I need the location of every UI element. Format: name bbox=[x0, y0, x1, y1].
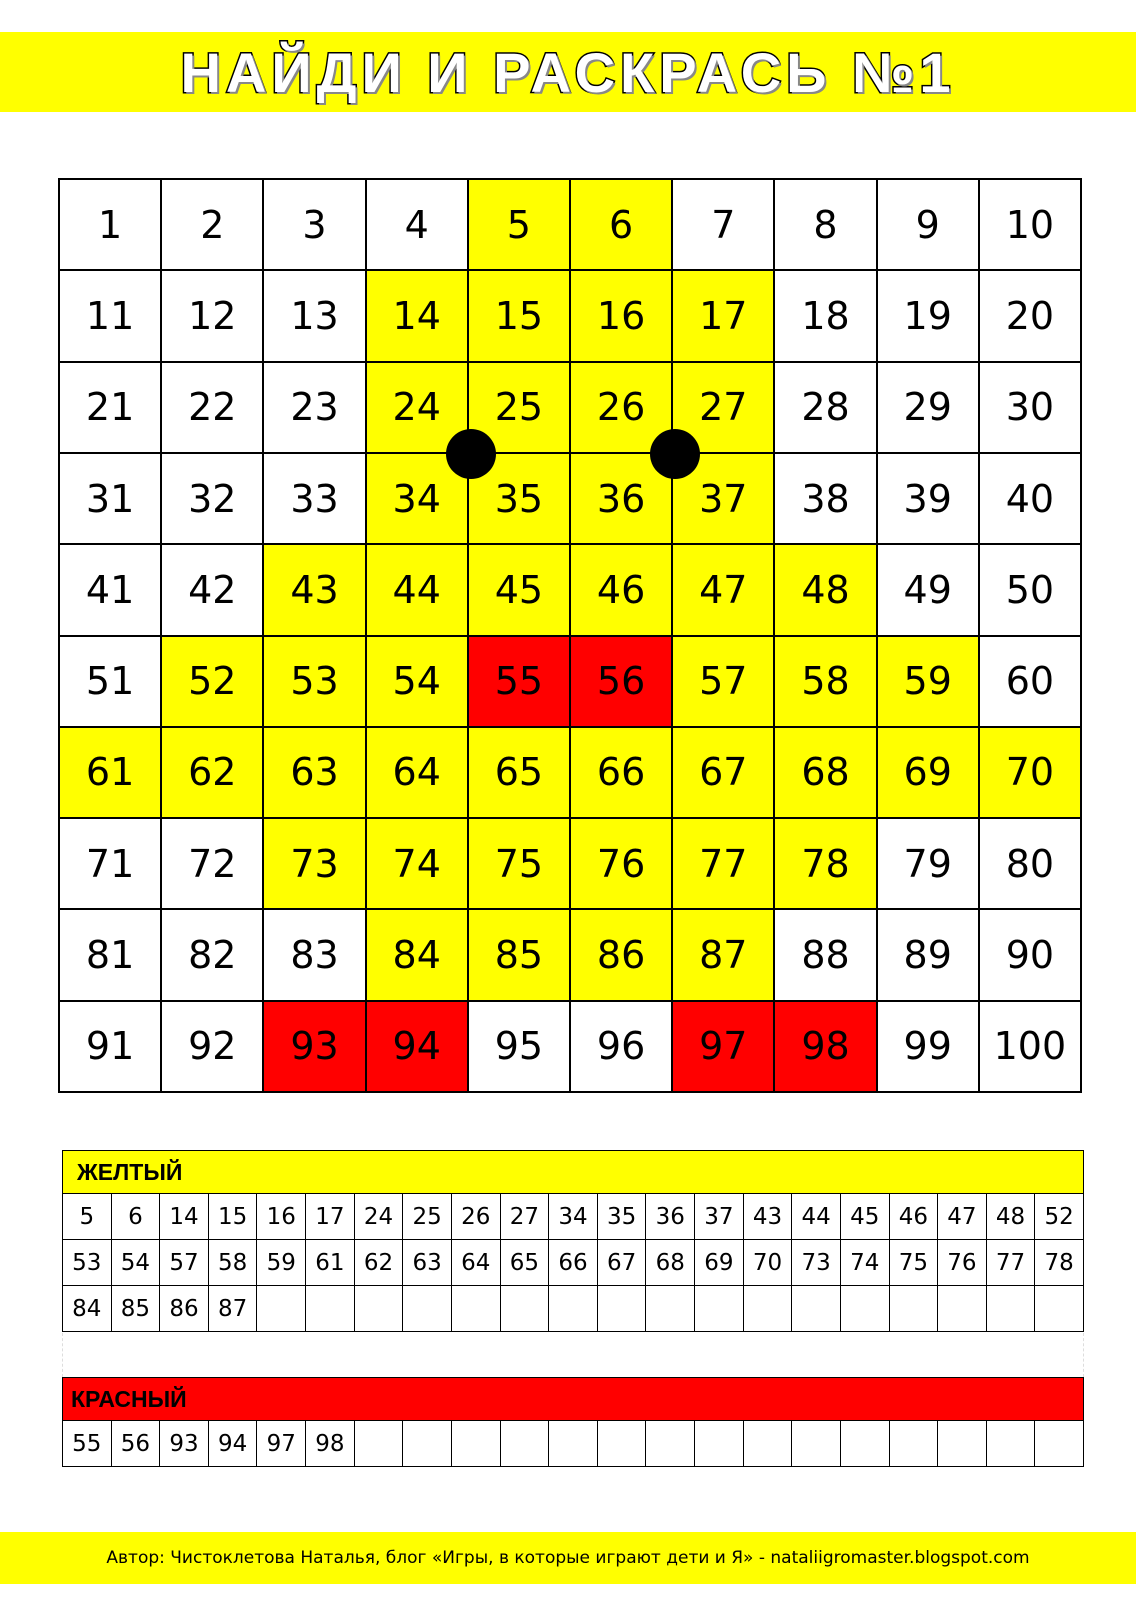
legend-number-cell: 84 bbox=[63, 1286, 112, 1332]
grid-cell: 19 bbox=[878, 271, 980, 362]
legend-number-cell: 62 bbox=[355, 1240, 404, 1286]
legend-empty-cell bbox=[403, 1421, 452, 1467]
legend-number-cell: 97 bbox=[257, 1421, 306, 1467]
legend-empty-cell bbox=[987, 1421, 1036, 1467]
legend-number-cell: 66 bbox=[549, 1240, 598, 1286]
grid-cell: 30 bbox=[980, 363, 1082, 454]
legend-empty-cell bbox=[355, 1421, 404, 1467]
grid-cell: 66 bbox=[571, 728, 673, 819]
grid-cell: 70 bbox=[980, 728, 1082, 819]
grid-cell: 24 bbox=[367, 363, 469, 454]
legend-empty-cell bbox=[695, 1286, 744, 1332]
grid-cell: 29 bbox=[878, 363, 980, 454]
legend-number-cell: 53 bbox=[63, 1240, 112, 1286]
legend-empty-cell bbox=[695, 1421, 744, 1467]
legend-empty-cell bbox=[355, 1286, 404, 1332]
grid-cell: 68 bbox=[775, 728, 877, 819]
legend-empty-cell bbox=[501, 1421, 550, 1467]
legend-empty-cell bbox=[549, 1286, 598, 1332]
yellow-legend-label: ЖЕЛТЫЙ bbox=[62, 1150, 1084, 1194]
grid-cell: 72 bbox=[162, 819, 264, 910]
legend-empty-cell bbox=[646, 1421, 695, 1467]
grid-cell: 32 bbox=[162, 454, 264, 545]
legend-empty-cell bbox=[938, 1421, 987, 1467]
legend-number-cell: 56 bbox=[112, 1421, 161, 1467]
legend-number-cell: 94 bbox=[209, 1421, 258, 1467]
grid-cell: 11 bbox=[60, 271, 162, 362]
grid-cell: 94 bbox=[367, 1002, 469, 1093]
legend-empty-cell bbox=[452, 1286, 501, 1332]
legend-number-cell: 52 bbox=[1035, 1194, 1084, 1240]
legend-empty-cell bbox=[1035, 1286, 1084, 1332]
grid-cell: 25 bbox=[469, 363, 571, 454]
grid-cell: 41 bbox=[60, 545, 162, 636]
legend-empty-cell bbox=[744, 1286, 793, 1332]
eye-left-dot bbox=[446, 429, 496, 479]
yellow-legend-grid bbox=[62, 1194, 1084, 1332]
legend-empty-cell bbox=[792, 1286, 841, 1332]
grid-cell: 87 bbox=[673, 910, 775, 1001]
legend-number-cell: 14 bbox=[160, 1194, 209, 1240]
grid-cell: 71 bbox=[60, 819, 162, 910]
legend-empty-cell bbox=[598, 1421, 647, 1467]
legend-number-cell: 25 bbox=[403, 1194, 452, 1240]
legend-number-cell: 45 bbox=[841, 1194, 890, 1240]
grid-cell: 46 bbox=[571, 545, 673, 636]
legend-number-cell: 16 bbox=[257, 1194, 306, 1240]
legend-empty-cell bbox=[598, 1286, 647, 1332]
page-title: НАЙДИ И РАСКРАСЬ №1 bbox=[180, 40, 956, 104]
red-legend-grid bbox=[62, 1421, 1084, 1467]
legend-number-cell: 15 bbox=[209, 1194, 258, 1240]
legend-number-cell: 76 bbox=[938, 1240, 987, 1286]
grid-cell: 59 bbox=[878, 637, 980, 728]
legend-empty-cell bbox=[744, 1421, 793, 1467]
grid-cell: 5 bbox=[469, 180, 571, 271]
legend-number-cell: 46 bbox=[890, 1194, 939, 1240]
legend-number-cell: 48 bbox=[987, 1194, 1036, 1240]
legend-empty-cell bbox=[403, 1286, 452, 1332]
grid-cell: 50 bbox=[980, 545, 1082, 636]
grid-cell: 20 bbox=[980, 271, 1082, 362]
grid-cell: 38 bbox=[775, 454, 877, 545]
grid-cell: 60 bbox=[980, 637, 1082, 728]
legend-number-cell: 67 bbox=[598, 1240, 647, 1286]
grid-cell: 17 bbox=[673, 271, 775, 362]
legend-number-cell: 55 bbox=[63, 1421, 112, 1467]
grid-cell: 33 bbox=[264, 454, 366, 545]
grid-cell: 45 bbox=[469, 545, 571, 636]
legend-empty-cell bbox=[890, 1286, 939, 1332]
grid-cell: 93 bbox=[264, 1002, 366, 1093]
grid-cell: 92 bbox=[162, 1002, 264, 1093]
legend-empty-cell bbox=[549, 1421, 598, 1467]
grid-cell: 52 bbox=[162, 637, 264, 728]
legend-empty-cell bbox=[938, 1286, 987, 1332]
legend-number-cell: 87 bbox=[209, 1286, 258, 1332]
grid-cell: 89 bbox=[878, 910, 980, 1001]
grid-cell: 83 bbox=[264, 910, 366, 1001]
grid-cell: 98 bbox=[775, 1002, 877, 1093]
legend-number-cell: 74 bbox=[841, 1240, 890, 1286]
legend-empty-cell bbox=[841, 1421, 890, 1467]
grid-cell: 44 bbox=[367, 545, 469, 636]
legend-empty-cell bbox=[792, 1421, 841, 1467]
legend-number-cell: 34 bbox=[549, 1194, 598, 1240]
legend-number-cell: 63 bbox=[403, 1240, 452, 1286]
grid-cell: 97 bbox=[673, 1002, 775, 1093]
eye-right-dot bbox=[650, 429, 700, 479]
legend-number-cell: 85 bbox=[112, 1286, 161, 1332]
grid-cell: 1 bbox=[60, 180, 162, 271]
legend-empty-cell bbox=[890, 1421, 939, 1467]
grid-cell: 34 bbox=[367, 454, 469, 545]
grid-cell: 67 bbox=[673, 728, 775, 819]
legend-number-cell: 27 bbox=[501, 1194, 550, 1240]
grid-cell: 63 bbox=[264, 728, 366, 819]
grid-cell: 90 bbox=[980, 910, 1082, 1001]
grid-cell: 91 bbox=[60, 1002, 162, 1093]
grid-cell: 56 bbox=[571, 637, 673, 728]
grid-cell: 81 bbox=[60, 910, 162, 1001]
grid-cell: 39 bbox=[878, 454, 980, 545]
grid-cell: 27 bbox=[673, 363, 775, 454]
grid-cell: 62 bbox=[162, 728, 264, 819]
legend-number-cell: 43 bbox=[744, 1194, 793, 1240]
grid-cell: 57 bbox=[673, 637, 775, 728]
legend-number-cell: 57 bbox=[160, 1240, 209, 1286]
grid-cell: 47 bbox=[673, 545, 775, 636]
grid-cell: 99 bbox=[878, 1002, 980, 1093]
grid-cell: 4 bbox=[367, 180, 469, 271]
grid-cell: 35 bbox=[469, 454, 571, 545]
legend-empty-cell bbox=[257, 1286, 306, 1332]
grid-cell: 74 bbox=[367, 819, 469, 910]
grid-cell: 86 bbox=[571, 910, 673, 1001]
grid-cell: 85 bbox=[469, 910, 571, 1001]
grid-cell: 31 bbox=[60, 454, 162, 545]
grid-cell: 77 bbox=[673, 819, 775, 910]
grid-cell: 79 bbox=[878, 819, 980, 910]
legend-empty-cell bbox=[501, 1286, 550, 1332]
grid-cell: 23 bbox=[264, 363, 366, 454]
grid-cell: 6 bbox=[571, 180, 673, 271]
legend-number-cell: 61 bbox=[306, 1240, 355, 1286]
grid-cell: 21 bbox=[60, 363, 162, 454]
grid-cell: 51 bbox=[60, 637, 162, 728]
legend-number-cell: 93 bbox=[160, 1421, 209, 1467]
grid-cell: 82 bbox=[162, 910, 264, 1001]
legend-number-cell: 78 bbox=[1035, 1240, 1084, 1286]
grid-cell: 80 bbox=[980, 819, 1082, 910]
grid-cell: 8 bbox=[775, 180, 877, 271]
legend-empty-cell bbox=[841, 1286, 890, 1332]
legend-number-cell: 44 bbox=[792, 1194, 841, 1240]
grid-cell: 49 bbox=[878, 545, 980, 636]
legend-number-cell: 35 bbox=[598, 1194, 647, 1240]
grid-cell: 55 bbox=[469, 637, 571, 728]
legend-number-cell: 65 bbox=[501, 1240, 550, 1286]
red-legend-label: КРАСНЫЙ bbox=[62, 1377, 1084, 1421]
grid-cell: 16 bbox=[571, 271, 673, 362]
legend-number-cell: 26 bbox=[452, 1194, 501, 1240]
grid-cell: 13 bbox=[264, 271, 366, 362]
grid-cell: 40 bbox=[980, 454, 1082, 545]
grid-cell: 58 bbox=[775, 637, 877, 728]
grid-cell: 15 bbox=[469, 271, 571, 362]
legend-empty-cell bbox=[987, 1286, 1036, 1332]
grid-cell: 14 bbox=[367, 271, 469, 362]
grid-cell: 88 bbox=[775, 910, 877, 1001]
legend-empty-cell bbox=[646, 1286, 695, 1332]
legend-empty-cell bbox=[306, 1286, 355, 1332]
grid-cell: 53 bbox=[264, 637, 366, 728]
grid-cell: 42 bbox=[162, 545, 264, 636]
grid-cell: 61 bbox=[60, 728, 162, 819]
legend-number-cell: 24 bbox=[355, 1194, 404, 1240]
grid-cell: 76 bbox=[571, 819, 673, 910]
grid-cell: 22 bbox=[162, 363, 264, 454]
legend-number-cell: 64 bbox=[452, 1240, 501, 1286]
grid-cell: 36 bbox=[571, 454, 673, 545]
legend-number-cell: 86 bbox=[160, 1286, 209, 1332]
grid-cell: 18 bbox=[775, 271, 877, 362]
grid-cell: 43 bbox=[264, 545, 366, 636]
grid-cell: 37 bbox=[673, 454, 775, 545]
grid-cell: 2 bbox=[162, 180, 264, 271]
legend-number-cell: 47 bbox=[938, 1194, 987, 1240]
legend-number-cell: 36 bbox=[646, 1194, 695, 1240]
grid-cell: 65 bbox=[469, 728, 571, 819]
grid-cell: 3 bbox=[264, 180, 366, 271]
legend-number-cell: 75 bbox=[890, 1240, 939, 1286]
grid-cell: 100 bbox=[980, 1002, 1082, 1093]
legend-number-cell: 69 bbox=[695, 1240, 744, 1286]
legend-number-cell: 17 bbox=[306, 1194, 355, 1240]
legend-number-cell: 70 bbox=[744, 1240, 793, 1286]
legend-separator bbox=[62, 1333, 1084, 1377]
number-grid bbox=[58, 178, 1082, 1093]
grid-cell: 54 bbox=[367, 637, 469, 728]
legend-number-cell: 37 bbox=[695, 1194, 744, 1240]
grid-cell: 95 bbox=[469, 1002, 571, 1093]
legend-number-cell: 77 bbox=[987, 1240, 1036, 1286]
grid-cell: 12 bbox=[162, 271, 264, 362]
grid-cell: 96 bbox=[571, 1002, 673, 1093]
grid-cell: 69 bbox=[878, 728, 980, 819]
legend-number-cell: 59 bbox=[257, 1240, 306, 1286]
grid-cell: 73 bbox=[264, 819, 366, 910]
grid-cell: 9 bbox=[878, 180, 980, 271]
legend-number-cell: 54 bbox=[112, 1240, 161, 1286]
grid-cell: 64 bbox=[367, 728, 469, 819]
legend-number-cell: 58 bbox=[209, 1240, 258, 1286]
legend-number-cell: 73 bbox=[792, 1240, 841, 1286]
grid-cell: 48 bbox=[775, 545, 877, 636]
grid-cell: 10 bbox=[980, 180, 1082, 271]
legend-number-cell: 98 bbox=[306, 1421, 355, 1467]
grid-cell: 75 bbox=[469, 819, 571, 910]
legend-number-cell: 6 bbox=[112, 1194, 161, 1240]
grid-cell: 78 bbox=[775, 819, 877, 910]
grid-cell: 84 bbox=[367, 910, 469, 1001]
legend-empty-cell bbox=[1035, 1421, 1084, 1467]
grid-cell: 26 bbox=[571, 363, 673, 454]
legend-number-cell: 68 bbox=[646, 1240, 695, 1286]
grid-cell: 28 bbox=[775, 363, 877, 454]
grid-cell: 7 bbox=[673, 180, 775, 271]
footer-credit: Автор: Чистоклетова Наталья, блог «Игры, в которые играют дети и Я» - nataliigromaster.blogspot.com bbox=[106, 1548, 1030, 1568]
legend-empty-cell bbox=[452, 1421, 501, 1467]
legend-number-cell: 5 bbox=[63, 1194, 112, 1240]
